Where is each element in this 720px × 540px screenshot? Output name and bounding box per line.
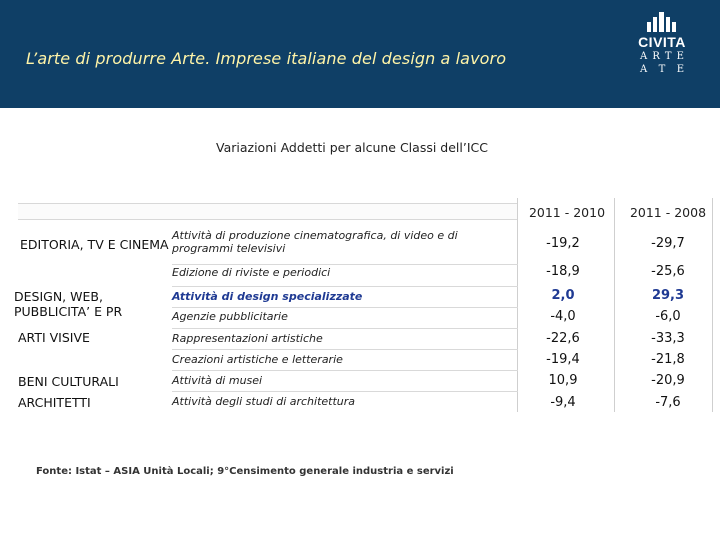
value-cell: -4,0 bbox=[550, 309, 576, 324]
row-divider bbox=[172, 370, 518, 371]
value-cell: -20,9 bbox=[651, 373, 685, 388]
building-icon bbox=[645, 10, 679, 32]
category-beni-culturali: BENI CULTURALI bbox=[18, 374, 119, 389]
column-header-2011-2008: 2011 - 2008 bbox=[629, 205, 707, 220]
value-cell: -6,0 bbox=[655, 309, 681, 324]
value-cell: -25,6 bbox=[651, 264, 685, 279]
activity-riviste: Edizione di riviste e periodici bbox=[172, 266, 331, 279]
page-title: L’arte di produrre Arte. Imprese italiane del design a lavoro bbox=[26, 49, 507, 68]
column-header-2011-2010: 2011 - 2010 bbox=[528, 205, 606, 220]
row-divider bbox=[172, 264, 518, 265]
row-divider bbox=[172, 307, 518, 308]
category-editoria: EDITORIA, TV E CINEMA bbox=[20, 237, 169, 252]
value-cell: -33,3 bbox=[651, 331, 685, 346]
logo-word: CIVITA bbox=[638, 34, 686, 50]
activity-design: Attività di design specializzate bbox=[172, 290, 363, 303]
row-divider bbox=[172, 349, 518, 350]
value-cell-highlight: 29,3 bbox=[651, 288, 685, 303]
row-divider bbox=[172, 286, 518, 287]
table-header-band bbox=[18, 203, 518, 220]
activity-cinema-line2: programmi televisivi bbox=[172, 242, 286, 255]
activity-agenzie: Agenzie pubblicitarie bbox=[172, 310, 288, 323]
row-divider bbox=[172, 391, 518, 392]
row-divider bbox=[172, 328, 518, 329]
activity-rappresentazioni: Rappresentazioni artistiche bbox=[172, 332, 323, 345]
column-divider bbox=[614, 198, 615, 412]
value-cell-highlight: 2,0 bbox=[551, 288, 575, 303]
activity-creazioni: Creazioni artistiche e letterarie bbox=[172, 353, 343, 366]
table-subtitle: Variazioni Addetti per alcune Classi dell’ICC bbox=[216, 140, 488, 155]
value-cell: -29,7 bbox=[651, 236, 685, 251]
value-cell: 10,9 bbox=[548, 373, 578, 388]
category-design-line1: DESIGN, WEB, bbox=[14, 289, 103, 304]
logo-subtitle: A R T E A T E bbox=[640, 51, 684, 75]
value-cell: -22,6 bbox=[546, 331, 580, 346]
activity-musei: Attività di musei bbox=[172, 374, 263, 387]
activity-cinema-line1: Attività di produzione cinematografica, di video e di bbox=[172, 229, 458, 242]
value-cell: -9,4 bbox=[550, 395, 576, 410]
source-note: Fonte: Istat – ASIA Unità Locali; 9°Censimento generale industria e servizi bbox=[36, 466, 454, 477]
category-design-line2: PUBBLICITA’ E PR bbox=[14, 304, 123, 319]
value-cell: -19,4 bbox=[546, 352, 580, 367]
category-architetti: ARCHITETTI bbox=[18, 395, 91, 410]
category-arti-visive: ARTI VISIVE bbox=[18, 330, 90, 345]
value-cell: -18,9 bbox=[546, 264, 580, 279]
value-cell: -7,6 bbox=[655, 395, 681, 410]
value-cell: -21,8 bbox=[651, 352, 685, 367]
value-cell: -19,2 bbox=[546, 236, 580, 251]
civita-logo bbox=[632, 10, 692, 98]
header-bar bbox=[0, 0, 720, 108]
activity-architettura: Attività degli studi di architettura bbox=[172, 395, 356, 408]
